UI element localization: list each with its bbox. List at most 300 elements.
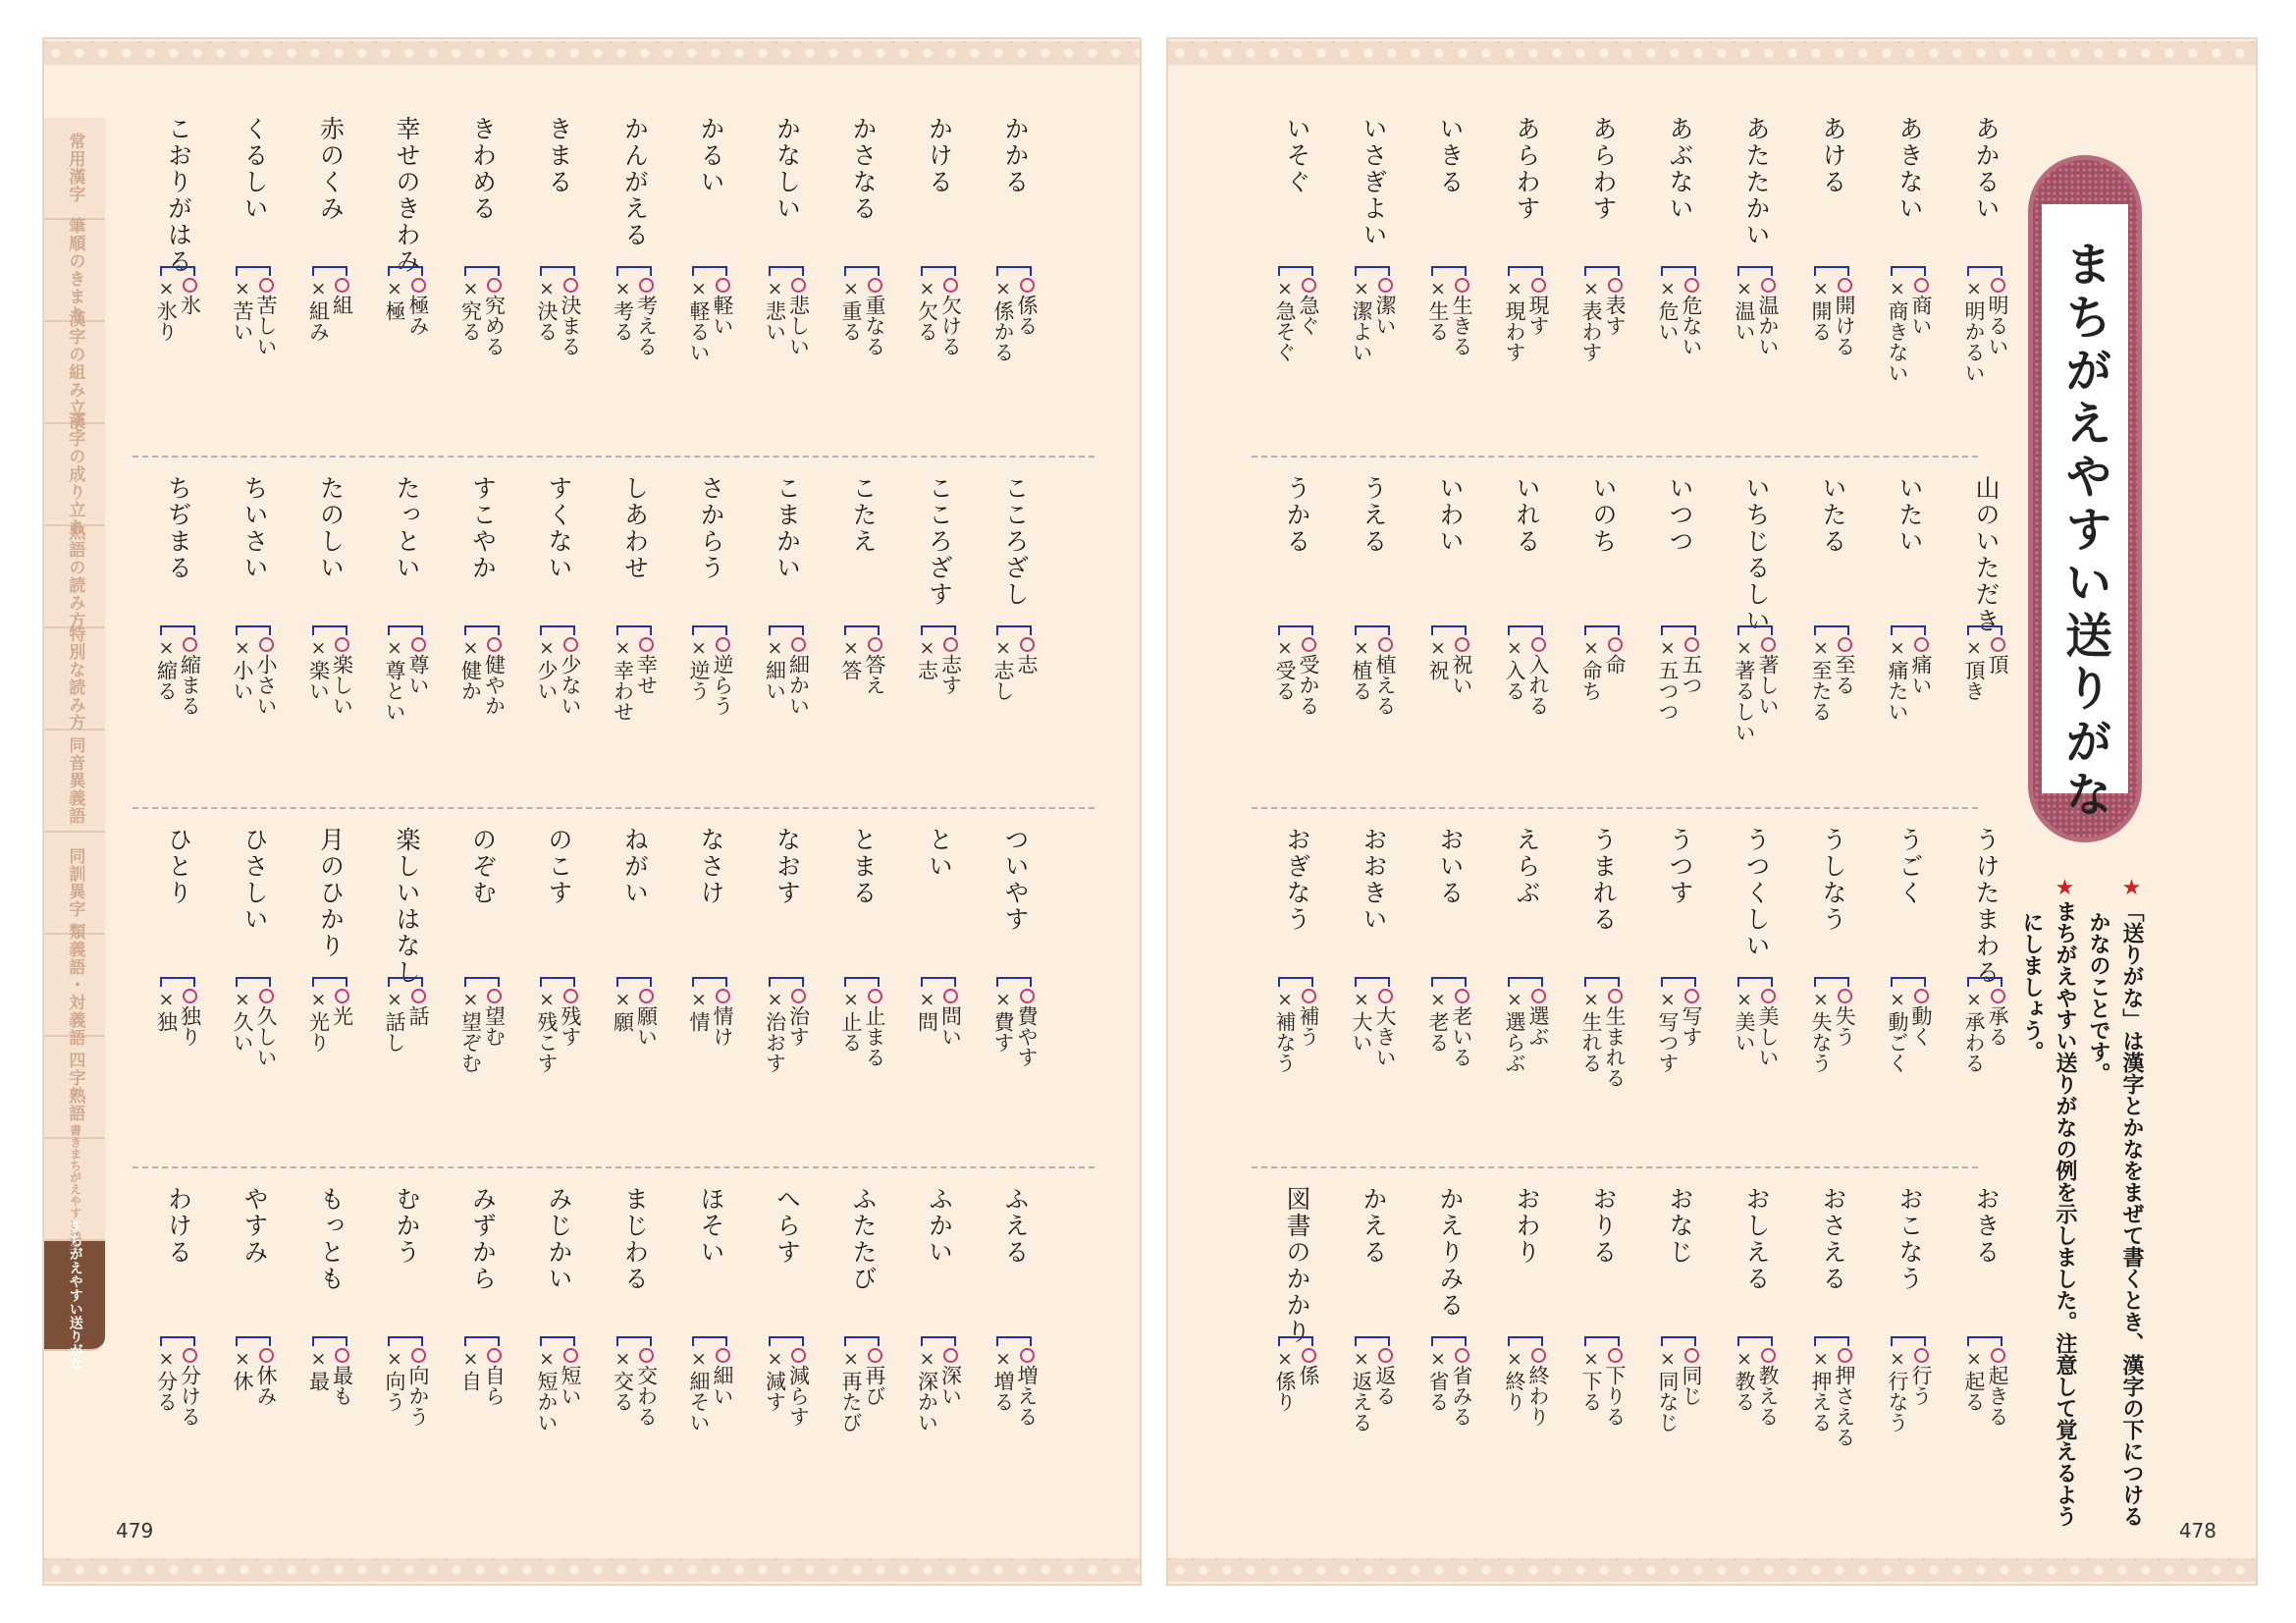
incorrect-form [1657, 989, 1679, 1073]
incorrect-form [1810, 637, 1832, 722]
incorrect-text: 終り [1503, 1371, 1526, 1412]
correct-form [1527, 989, 1549, 1047]
incorrect-mark-icon: × [459, 1348, 482, 1370]
incorrect-mark-icon: × [232, 278, 253, 299]
index-tab-label: まちがえやすい送りがな [67, 1219, 83, 1371]
incorrect-form [1734, 1348, 1755, 1412]
correct-text: 返る [1373, 1365, 1397, 1406]
incorrect-mark-icon: × [1657, 989, 1679, 1010]
correct-form [864, 989, 885, 1067]
correct-mark-icon [335, 989, 349, 1003]
correct-form [1016, 278, 1038, 336]
correct-mark-icon [943, 989, 958, 1003]
correct-text: 急ぐ [1297, 295, 1320, 336]
page-number-right: 478 [2178, 1519, 2216, 1542]
correct-mark-icon [1608, 637, 1623, 652]
incorrect-form [308, 1348, 330, 1391]
correct-form [1527, 637, 1549, 716]
vocab-entry [156, 827, 201, 1151]
correct-text: 温かい [1756, 295, 1780, 356]
vocab-entry [1580, 475, 1626, 799]
vocab-entry [460, 1186, 506, 1510]
incorrect-form [765, 278, 786, 342]
correct-text: 開ける [1833, 295, 1856, 356]
incorrect-text: 楽い [306, 660, 331, 701]
incorrect-text: 美い [1733, 1011, 1756, 1053]
correct-mark-icon [639, 989, 654, 1003]
vocab-entry [536, 116, 581, 440]
vocab-entry [384, 1186, 429, 1510]
correct-form [1604, 989, 1626, 1088]
vocab-entry [1810, 475, 1855, 799]
incorrect-form [156, 1348, 178, 1412]
correct-mark-icon [1914, 989, 1929, 1003]
vocab-entry [917, 116, 962, 440]
incorrect-form [1351, 989, 1372, 1053]
incorrect-mark-icon: × [1887, 989, 1908, 1010]
incorrect-text: 志 [915, 660, 939, 680]
entry-reading: こまかい [773, 475, 802, 581]
vocab-entry [1810, 116, 1855, 440]
correct-mark-icon [943, 1348, 958, 1363]
incorrect-form [1427, 278, 1449, 342]
correct-text: 休み [254, 1365, 278, 1406]
incorrect-form [613, 1348, 634, 1412]
incorrect-text: 少い [535, 660, 559, 701]
correct-text: 組 [330, 295, 354, 315]
incorrect-mark-icon: × [992, 278, 1014, 299]
correct-form [332, 278, 353, 315]
correct-form [1451, 637, 1472, 695]
entry-reading: あぶない [1666, 116, 1694, 222]
correct-text: 深い [938, 1365, 963, 1406]
incorrect-text: 下る [1579, 1371, 1603, 1412]
entry-reading: まじわる [620, 1186, 650, 1292]
incorrect-mark-icon: × [459, 989, 482, 1010]
correct-mark-icon [259, 989, 274, 1003]
incorrect-form [1274, 278, 1296, 362]
incorrect-text: 植る [1350, 660, 1373, 701]
correct-form [407, 637, 429, 695]
incorrect-form [1887, 989, 1908, 1073]
title-panel [2042, 204, 2128, 823]
correct-text: 向かう [406, 1365, 430, 1427]
incorrect-form [1274, 989, 1296, 1073]
correct-mark-icon [639, 637, 654, 652]
correct-mark-icon [716, 637, 730, 652]
incorrect-mark-icon: × [155, 637, 178, 659]
correct-mark-icon [487, 278, 502, 293]
incorrect-text: 縮る [154, 660, 179, 701]
vocab-entry [384, 475, 429, 799]
correct-mark-icon [1302, 989, 1316, 1003]
incorrect-mark-icon: × [1504, 1348, 1525, 1370]
correct-mark-icon [1020, 278, 1035, 293]
incorrect-mark-icon: × [916, 989, 938, 1010]
correct-text: 少ない [559, 654, 582, 716]
entry-reading: しあわせ [620, 475, 650, 581]
incorrect-form [1504, 637, 1525, 701]
incorrect-mark-icon: × [916, 1348, 938, 1370]
entry-reading: うえる [1360, 475, 1388, 555]
entry-bracket [464, 977, 500, 987]
correct-form [180, 278, 201, 315]
index-tab-label: 同音異義語 [65, 736, 85, 825]
vocab-entry [840, 1186, 885, 1510]
entry-bracket [236, 266, 271, 276]
correct-text: 承る [1986, 1005, 2009, 1047]
entry-bracket [388, 977, 423, 987]
incorrect-mark-icon: × [307, 278, 330, 299]
correct-mark-icon [411, 278, 426, 293]
incorrect-text: 欠る [915, 300, 939, 342]
incorrect-form [1504, 1348, 1525, 1412]
correct-form [407, 278, 429, 336]
correct-mark-icon [563, 1348, 578, 1363]
entry-bracket [1814, 977, 1849, 987]
correct-mark-icon [411, 1348, 426, 1363]
correct-form [1298, 1348, 1319, 1385]
correct-text: 増える [1015, 1365, 1039, 1427]
correct-form [636, 989, 658, 1047]
incorrect-form [1887, 637, 1908, 722]
incorrect-mark-icon: × [1734, 989, 1755, 1010]
entry-bracket [160, 625, 195, 635]
entry-reading: きまる [545, 116, 573, 195]
correct-text: 独り [178, 1005, 202, 1047]
correct-mark-icon [1838, 1348, 1852, 1363]
incorrect-form [688, 1348, 710, 1433]
incorrect-form [613, 278, 634, 342]
incorrect-text: 大い [1350, 1011, 1373, 1053]
correct-form [940, 989, 962, 1047]
correct-text: 自ら [482, 1365, 507, 1406]
correct-form [1681, 989, 1702, 1047]
correct-text: 五つ [1680, 654, 1703, 695]
entry-reading: おしえる [1742, 1186, 1771, 1292]
block-divider [133, 456, 1095, 458]
entry-bracket [1584, 625, 1620, 635]
entry-reading: 山のいただき [1972, 475, 2001, 634]
entry-reading: 赤のくみ [316, 116, 346, 222]
incorrect-form [688, 637, 710, 701]
entry-bracket [1661, 1336, 1696, 1346]
correct-text: 再び [863, 1365, 886, 1406]
entry-bracket [1431, 266, 1467, 276]
incorrect-mark-icon: × [1887, 1348, 1908, 1370]
entry-reading: おさえる [1819, 1186, 1847, 1292]
correct-text: 治す [786, 1005, 811, 1047]
correct-form [940, 1348, 962, 1406]
correct-form [255, 1348, 277, 1406]
entry-bracket [388, 266, 423, 276]
entry-reading: 図書のかかり [1283, 1186, 1311, 1345]
entry-reading: わける [164, 1186, 193, 1266]
star-icon: ★ [2053, 876, 2077, 900]
vocab-entry [1274, 116, 1319, 440]
incorrect-text: 起る [1962, 1371, 1986, 1412]
vocab-entry [1427, 116, 1472, 440]
vocab-entry [232, 827, 277, 1151]
entry-bracket [1508, 266, 1543, 276]
entry-reading: こころざし [1001, 475, 1030, 608]
entry-bracket [616, 625, 652, 635]
incorrect-form [917, 278, 938, 342]
incorrect-mark-icon: × [688, 989, 710, 1010]
vocab-entry [1580, 827, 1626, 1151]
entry-reading: のぞむ [468, 827, 498, 906]
entry-reading: さからう [697, 475, 725, 581]
entry-reading: すくない [545, 475, 573, 581]
correct-mark-icon [563, 989, 578, 1003]
entry-reading: なおす [773, 827, 802, 906]
index-tab-label: 特別な読み方 [65, 625, 85, 731]
incorrect-form [1580, 637, 1602, 701]
incorrect-mark-icon: × [232, 989, 253, 1010]
correct-mark-icon [1531, 637, 1546, 652]
vocab-entry [688, 827, 733, 1151]
correct-text: 押さえる [1833, 1365, 1856, 1447]
incorrect-form [308, 278, 330, 342]
correct-text: 分ける [178, 1365, 202, 1427]
correct-form [788, 989, 810, 1047]
entry-bracket [312, 977, 347, 987]
incorrect-text: 小い [231, 660, 254, 701]
incorrect-form [840, 1348, 862, 1433]
incorrect-mark-icon: × [1657, 637, 1679, 659]
description-line: にしましょう。 [2019, 911, 2044, 1062]
incorrect-text: 最 [306, 1371, 331, 1391]
correct-text: 植える [1373, 654, 1397, 716]
incorrect-form [613, 637, 634, 722]
incorrect-mark-icon: × [992, 637, 1014, 659]
entry-bracket [312, 1336, 347, 1346]
correct-text: 縮まる [178, 654, 202, 716]
incorrect-text: 受る [1273, 660, 1297, 701]
entry-reading: ちぢまる [164, 475, 193, 581]
title-banner [2028, 155, 2142, 842]
incorrect-form [1734, 278, 1755, 342]
entry-reading: かさなる [849, 116, 878, 222]
entry-bracket [1967, 266, 2002, 276]
entry-bracket [236, 1336, 271, 1346]
vocab-entry [1504, 116, 1549, 440]
incorrect-text: 生れる [1579, 1011, 1603, 1073]
correct-text: 潔い [1373, 295, 1397, 336]
index-tab-label: 熟語の読み方 [65, 523, 85, 629]
incorrect-text: 同なじ [1656, 1371, 1680, 1433]
incorrect-mark-icon: × [307, 1348, 330, 1370]
vocab-entry [992, 475, 1038, 799]
correct-mark-icon [1991, 637, 2005, 652]
incorrect-mark-icon: × [1657, 278, 1679, 299]
entry-reading: おおきい [1360, 827, 1388, 933]
vocab-entry [1657, 116, 1702, 440]
correct-mark-icon [1684, 637, 1699, 652]
entry-reading: へらす [773, 1186, 802, 1266]
vocab-entry [1963, 475, 2008, 799]
vocab-entry [1657, 1186, 1702, 1510]
incorrect-mark-icon: × [1887, 278, 1908, 299]
incorrect-form [1734, 989, 1755, 1053]
correct-text: 久しい [254, 1005, 278, 1067]
incorrect-text: 止る [839, 1011, 863, 1053]
incorrect-form [1963, 278, 1985, 383]
correct-text: 極み [406, 295, 430, 336]
correct-text: 老いる [1450, 1005, 1473, 1067]
incorrect-mark-icon: × [1887, 637, 1908, 659]
correct-form [1298, 637, 1319, 716]
incorrect-mark-icon: × [1810, 1348, 1832, 1370]
vocab-entry [308, 116, 353, 440]
entry-bracket [1814, 1336, 1849, 1346]
correct-mark-icon [259, 1348, 274, 1363]
incorrect-form [156, 278, 178, 342]
correct-text: 明るい [1986, 295, 2009, 356]
correct-text: 問い [938, 1005, 963, 1047]
incorrect-text: 向う [383, 1371, 406, 1412]
incorrect-mark-icon: × [1734, 278, 1755, 299]
correct-text: 最も [330, 1365, 354, 1406]
correct-form [1834, 637, 1855, 695]
incorrect-form [156, 989, 178, 1032]
vocab-entry [1734, 827, 1779, 1151]
entry-bracket [1967, 625, 2002, 635]
correct-form [332, 637, 353, 716]
incorrect-text: 動ごく [1886, 1011, 1909, 1073]
incorrect-form [308, 637, 330, 701]
entry-reading: あける [1819, 116, 1847, 195]
correct-text: 表す [1603, 295, 1627, 336]
correct-form [484, 1348, 506, 1406]
correct-form [1374, 1348, 1396, 1406]
correct-text: 選ぶ [1526, 1005, 1550, 1047]
correct-text: 大きい [1373, 1005, 1397, 1067]
incorrect-form [917, 1348, 938, 1433]
entry-bracket [1431, 1336, 1467, 1346]
entry-reading: ひさしい [240, 827, 269, 933]
incorrect-form [765, 989, 786, 1073]
correct-mark-icon [943, 278, 958, 293]
correct-form [940, 637, 962, 695]
correct-mark-icon [791, 1348, 806, 1363]
incorrect-form [1734, 637, 1755, 742]
vocab-entry [1580, 1186, 1626, 1510]
incorrect-text: 短かい [535, 1371, 559, 1433]
incorrect-mark-icon: × [688, 1348, 710, 1370]
description-line [2116, 876, 2146, 1527]
entry-reading: たっとい [393, 475, 421, 581]
incorrect-form [1963, 637, 1985, 701]
description [1989, 876, 2146, 1527]
incorrect-text: 補なう [1273, 1011, 1297, 1073]
correct-mark-icon [1761, 278, 1776, 293]
entry-bracket [921, 1336, 956, 1346]
incorrect-form [460, 1348, 482, 1391]
incorrect-mark-icon: × [688, 637, 710, 659]
vocab-entry [688, 1186, 733, 1510]
correct-form [1681, 637, 1702, 695]
incorrect-mark-icon: × [764, 1348, 786, 1370]
correct-text: 現す [1526, 295, 1550, 336]
vocab-entry [1887, 827, 1932, 1151]
entry-bracket [1661, 977, 1696, 987]
correct-mark-icon [1302, 1348, 1316, 1363]
entry-bracket [692, 625, 727, 635]
vocab-entry [308, 475, 353, 799]
incorrect-form [460, 989, 482, 1073]
correct-mark-icon [1608, 278, 1623, 293]
correct-text: 教える [1756, 1365, 1780, 1427]
correct-mark-icon [183, 637, 197, 652]
description-line [2050, 876, 2079, 1527]
entry-bracket [1584, 266, 1620, 276]
entry-bracket [540, 977, 575, 987]
incorrect-form [688, 989, 710, 1032]
vocab-entry [1351, 475, 1396, 799]
correct-mark-icon [1378, 278, 1393, 293]
incorrect-mark-icon: × [232, 637, 253, 659]
correct-form [407, 1348, 429, 1427]
correct-form [1016, 637, 1038, 675]
incorrect-text: 返える [1350, 1371, 1373, 1433]
vocab-entry [688, 475, 733, 799]
entry-bracket [464, 266, 500, 276]
entry-reading: いさぎよい [1360, 116, 1388, 248]
incorrect-form [1351, 637, 1372, 701]
incorrect-form [1580, 278, 1602, 362]
correct-form [712, 989, 733, 1047]
correct-form [180, 637, 201, 716]
vocab-entry [156, 116, 201, 440]
entry-reading: ちいさい [240, 475, 269, 581]
vocab-entry [1427, 1186, 1472, 1510]
incorrect-text: 失なう [1809, 1011, 1833, 1073]
incorrect-form [1427, 637, 1449, 680]
incorrect-mark-icon: × [1351, 637, 1372, 659]
incorrect-form [840, 637, 862, 680]
description-line: かなのことです。 [2086, 911, 2110, 1084]
correct-form [788, 1348, 810, 1427]
correct-mark-icon [1531, 989, 1546, 1003]
correct-form [1987, 278, 2008, 356]
correct-text: 頂 [1986, 654, 2009, 675]
correct-text: 費やす [1015, 1005, 1039, 1067]
correct-mark-icon [868, 989, 882, 1003]
entry-reading: とまる [849, 827, 878, 906]
correct-mark-icon [868, 637, 882, 652]
entry-bracket [1661, 266, 1696, 276]
page-number-left: 479 [116, 1519, 154, 1542]
incorrect-text: 現わす [1503, 300, 1526, 362]
correct-form [712, 637, 733, 716]
incorrect-mark-icon: × [840, 989, 862, 1010]
incorrect-mark-icon: × [1810, 989, 1832, 1010]
entry-reading: ふえる [1001, 1186, 1030, 1266]
vocab-entry [1734, 475, 1779, 799]
vocab-entry [232, 1186, 277, 1510]
incorrect-mark-icon: × [536, 278, 558, 299]
entry-bracket [844, 266, 880, 276]
correct-mark-icon [639, 278, 654, 293]
incorrect-form [232, 278, 253, 342]
entry-bracket [1355, 266, 1390, 276]
entry-reading: みじかい [545, 1186, 573, 1292]
entry-bracket [616, 977, 652, 987]
entry-bracket [236, 625, 271, 635]
entry-reading: おりる [1589, 1186, 1618, 1266]
entry-bracket [1355, 977, 1390, 987]
